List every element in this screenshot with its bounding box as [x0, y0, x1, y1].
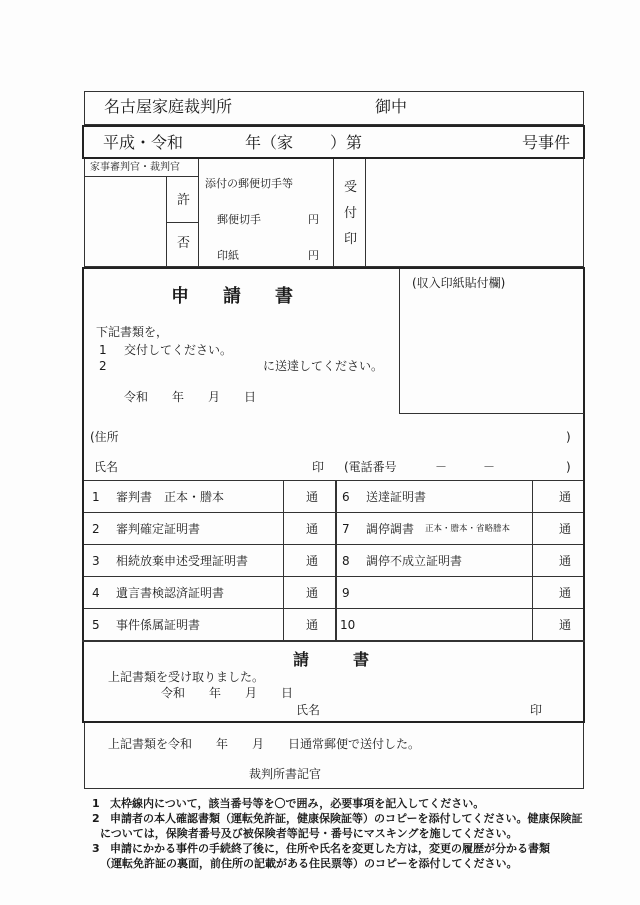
doc-8-num[interactable]: 8	[342, 554, 350, 568]
table-row-line	[84, 576, 583, 577]
doc-3-unit: 通	[306, 554, 319, 568]
doc-1-name: 審判書 正本・謄本	[116, 490, 225, 504]
judge-divider	[84, 176, 199, 177]
name-label: 氏名	[94, 460, 119, 474]
doc-5-name: 事件係属証明書	[116, 618, 201, 632]
note-3-num: 3	[92, 842, 100, 855]
table-row-line	[84, 608, 583, 609]
doc-6-name: 送達証明書	[366, 490, 427, 504]
received-col-left	[333, 159, 334, 267]
doc-1-num[interactable]: 1	[92, 490, 100, 504]
received-char-1: 受	[344, 180, 358, 195]
table-bottom-line	[82, 640, 585, 642]
mail-text: 上記書類を令和 年 月 日通常郵便で送付した。	[108, 737, 421, 751]
receipt-date: 令和 年 月 日	[161, 686, 294, 700]
table-row-line	[84, 512, 583, 513]
doc-5-num[interactable]: 5	[92, 618, 100, 632]
note-1-text: 太枠線内について，該当番号等を〇で囲み，必要事項を記入してください。	[110, 797, 485, 810]
note-2-cont: については，保険者番号及び被保険者等記号・番号にマスキングを施してください。	[100, 827, 518, 840]
postage-label: 添付の郵便切手等	[205, 177, 293, 190]
table-top-line	[84, 480, 583, 481]
name-seal: 印	[312, 460, 325, 474]
doc-1-unit: 通	[306, 490, 319, 504]
doc-9-unit: 通	[559, 586, 572, 600]
doc-3-name: 相続放棄申述受理証明書	[116, 554, 249, 568]
option-1-num[interactable]: 1	[99, 343, 107, 357]
doc-4-unit: 通	[306, 586, 319, 600]
receipt-text: 上記書類を受け取りました。	[108, 670, 265, 684]
allow-label: 許	[177, 193, 191, 208]
mail-box	[84, 723, 584, 789]
note-3-text: 申請にかかる事件の手続終了後に，住所や氏名を変更した方は，変更の履歴が分かる書類	[110, 842, 550, 855]
doc-7-num[interactable]: 7	[342, 522, 350, 536]
judge-label: 家事審判官・裁判官	[90, 162, 180, 173]
onchu-label: 御中	[375, 97, 408, 116]
era-label: 平成・令和	[103, 133, 184, 152]
clerk-label: 裁判所書記官	[249, 767, 322, 781]
phone-close: )	[566, 460, 571, 474]
received-col-right	[365, 159, 366, 267]
left-unit-col-line	[283, 480, 284, 640]
address-close: )	[566, 430, 571, 444]
doc-4-name: 遺言書検認済証明書	[116, 586, 225, 600]
doc-10-unit: 通	[559, 618, 572, 632]
note-2-text: 申請者の本人確認書類（運転免許証，健康保険証等）のコピーを添付してください。健康保険証	[110, 812, 583, 825]
address-label: (住所	[90, 430, 119, 444]
paper-yen: 円	[308, 249, 319, 262]
doc-10-num[interactable]: 10	[340, 618, 356, 632]
doc-7-unit: 通	[559, 522, 572, 536]
center-col-line	[335, 480, 337, 640]
doc-5-unit: 通	[306, 618, 319, 632]
option-2-text: に送達してください。	[263, 359, 384, 373]
doc-6-num[interactable]: 6	[342, 490, 350, 504]
doc-8-name: 調停不成立証明書	[366, 554, 463, 568]
phone-dash: － －	[435, 460, 496, 474]
doc-4-num[interactable]: 4	[92, 586, 100, 600]
doc-9-num[interactable]: 9	[342, 586, 350, 600]
doc-8-unit: 通	[559, 554, 572, 568]
option-1-text: 交付してください。	[124, 343, 233, 357]
revenue-stamp-box[interactable]	[399, 269, 584, 414]
doc-6-unit: 通	[559, 490, 572, 504]
receipt-seal: 印	[530, 703, 543, 717]
received-char-3: 印	[344, 232, 358, 247]
doc-7-note[interactable]: 正本・謄本・省略謄本	[425, 524, 511, 534]
stamp-label: 郵便切手	[217, 213, 261, 226]
dai-label: ）第	[330, 133, 363, 152]
case-suffix-label: 号事件	[522, 133, 571, 152]
note-1-num: 1	[92, 797, 100, 810]
doc-7-name: 調停調書	[366, 522, 415, 536]
docs-intro: 下記書類を，	[96, 325, 169, 339]
allow-deny-divider	[166, 222, 198, 223]
phone-label: (電話番号	[344, 460, 397, 474]
doc-3-num[interactable]: 3	[92, 554, 100, 568]
receipt-title: 請 書	[293, 650, 374, 669]
option-2-num[interactable]: 2	[99, 359, 107, 373]
court-name: 名古屋家庭裁判所	[104, 97, 233, 116]
allow-col-line	[198, 159, 199, 267]
revenue-stamp-label: (収入印紙貼付欄)	[412, 276, 506, 290]
right-unit-col-line	[532, 480, 533, 640]
documents-table	[84, 480, 583, 641]
doc-2-num[interactable]: 2	[92, 522, 100, 536]
table-row-line	[84, 544, 583, 545]
deny-label: 否	[177, 236, 191, 251]
doc-2-unit: 通	[306, 522, 319, 536]
doc-2-name: 審判確定証明書	[116, 522, 201, 536]
year-label: 年（家	[245, 133, 294, 152]
application-title: 申 請 書	[171, 286, 301, 307]
stamp-yen: 円	[308, 213, 319, 226]
note-2-num: 2	[92, 812, 100, 825]
receipt-name-label: 氏名	[296, 703, 321, 717]
paper-label: 印紙	[217, 249, 239, 262]
application-date: 令和 年 月 日	[124, 390, 257, 404]
received-char-2: 付	[344, 206, 358, 221]
note-3-cont: （運転免許証の裏面，前住所の記載がある住民票等）のコピーを添付してください。	[100, 857, 518, 870]
